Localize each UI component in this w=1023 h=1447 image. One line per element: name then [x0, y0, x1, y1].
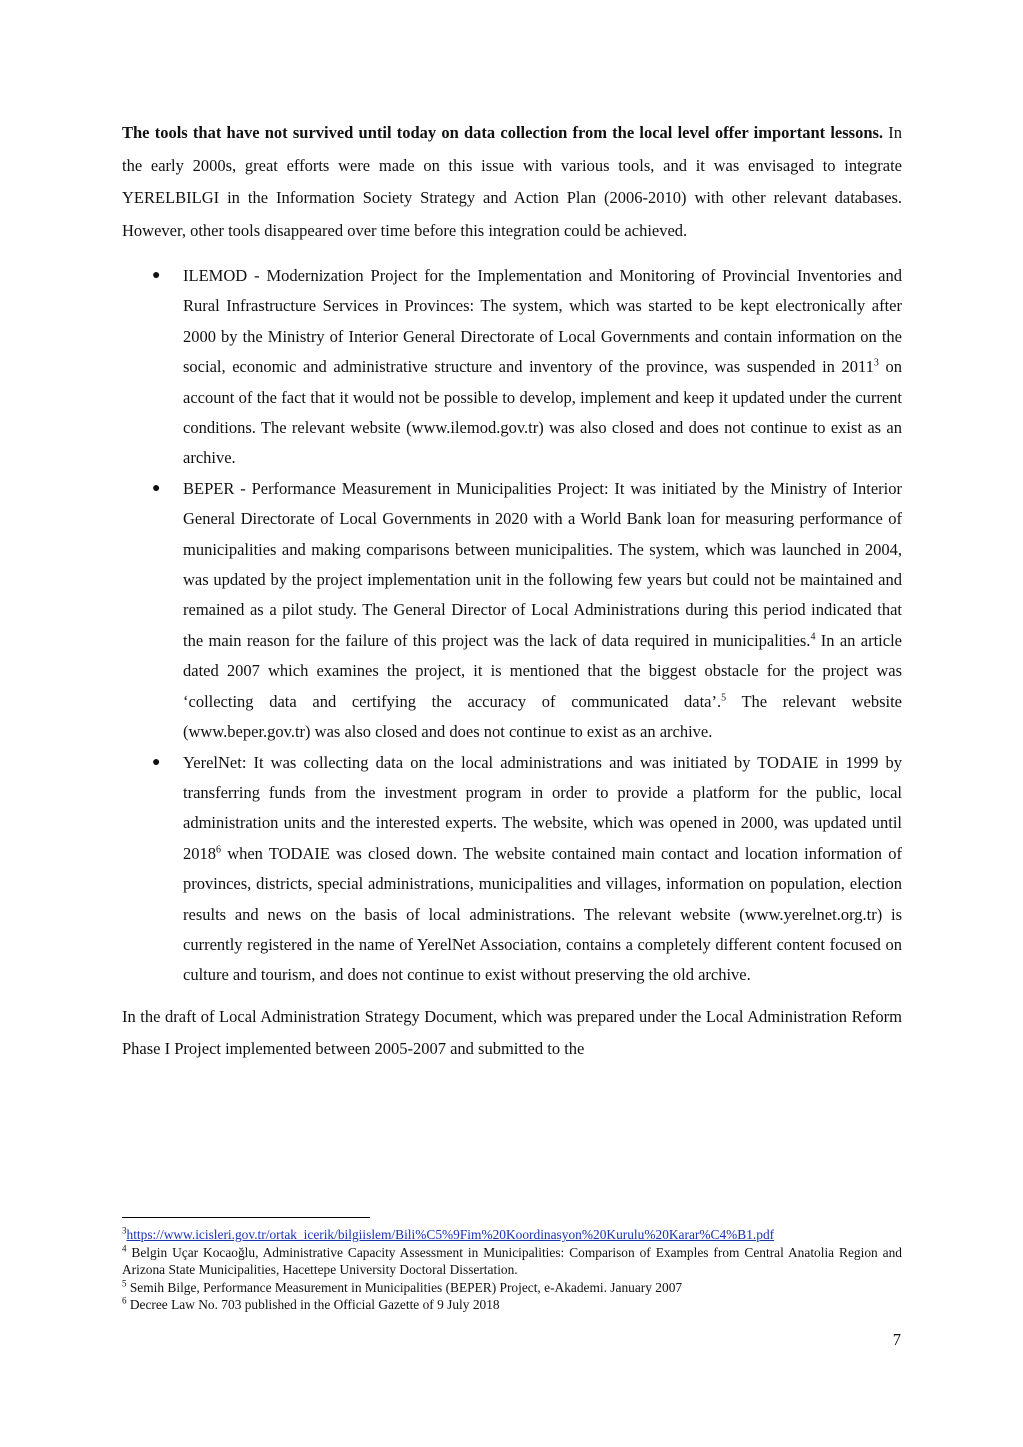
intro-text: In the early 2000s, great efforts were made on this issue with various tools, and it was envisaged to integrate YERELBILGI in the Information Society Strategy and Action Plan (2006-2010) with other relevant databases. However, other tools disappeared over time before this integration could be achieved.: [122, 123, 902, 240]
page-body: [122, 117, 902, 1066]
footnote-3: $^3$https://www.icisleri.gov.tr/ortak_icerik/bilgiislem/Bili%C5%9Fim%20Koordinasyon%20Kurulu%20Karar%C4%B1.pdf: [122, 1225, 775, 1242]
list-item-yerelnet: ● YerelNet: It was collecting data on the local administrations and was initiated by TODAIE in 1999 by transferring funds from the investment program in order to provide a platform for the public, local administration units and the interested experts. The website, which was opened in 2000, was updated until 2018$^6$ when TODAIE was closed down. The website contained main contact and location information of provinces, districts, special administrations, municipalities and villages, information on population, election results and news on the basis of local administrations. The relevant website (www.yerelnet.org.tr) is currently registered in the name of YerelNet Association, contains a completely different content focused on culture and tourism, and does not continue to exist without preserving the old archive.: [122, 748, 902, 991]
tools-list: [122, 261, 902, 991]
intro-bold-lead: The tools that have not survived until today on data collection from the local level offer important lessons.: [122, 123, 884, 142]
bullet-icon: ●: [152, 754, 161, 770]
footnote-ref: 4: [810, 631, 816, 643]
footnote-6: $^6$ Decree Law No. 703 published in the Official Gazette of 9 July 2018: [122, 1295, 500, 1312]
page-number: 7: [892, 1330, 901, 1349]
footnote-ref: 6: [216, 844, 221, 856]
list-item-ilemod: ● ILEMOD - Modernization Project for the Implementation and Monitoring of Provincial Inventories and Rural Infrastructure Services in Provinces: The system, which was started to be kept electronically after 2000 by the Ministry of Interior General Directorate of Local Governments and contain information on the social, economic and administrative structure and inventory of the province, was suspended in 2011$^3$ on account of the fact that it would not be possible to develop, implement and keep it updated under the current conditions. The relevant website (www.ilemod.gov.tr) was also closed and does not continue to exist as an archive.: [122, 261, 902, 474]
closing-paragraph: In the draft of Local Administration Strategy Document, which was prepared under the Local Administration Reform Phase I Project implemented between 2005-2007 and submitted to the: [122, 1006, 902, 1059]
footnote-4: $^4$ Belgin Uçar Kocaoğlu, Administrative Capacity Assessment in Municipalities: Comparison of Examples from Central Anatolia Region and Arizona State Municipalities, Hacettepe University Doctoral Dissertation.: [122, 1243, 902, 1277]
footnote-ref: 3: [873, 357, 879, 369]
bullet-icon: ●: [152, 268, 161, 283]
intro-paragraph: [122, 117, 902, 247]
footnote-ref: 5: [721, 692, 727, 704]
list-item-beper: ● BEPER - Performance Measurement in Municipalities Project: It was initiated by the Ministry of Interior General Directorate of Local Governments in 2020 with a World Bank loan for measuring performance of municipalities and making comparisons between municipalities. The system, which was launched in 2004, was updated by the project implementation unit in the following few years but could not be maintained and remained as a pilot study. The General Director of Local Administrations during this period indicated that the main reason for the failure of this project was the lack of data required in municipalities.$^4$ In an article dated 2007 which examines the project, it is mentioned that the biggest obstacle for the project was ‘collecting data and certifying the accuracy of communicated data’.$^5$ The relevant website (www.beper.gov.tr) was also closed and does not continue to exist as an archive.: [122, 474, 902, 748]
bullet-icon: ●: [152, 480, 161, 496]
footnote-link[interactable]: https://www.icisleri.gov.tr/ortak_icerik/bilgiislem/Bili%C5%9Fim%20Koordinasyon%20Kurulu%20Karar%C4%B1.pdf: [126, 1227, 775, 1242]
footnotes: [122, 1217, 902, 1314]
footnote-divider: [122, 1217, 370, 1218]
footnote-5: $^5$ Semih Bilge, Performance Measurement in Municipalities (BEPER) Project, e-Akademi. January 2007: [122, 1278, 683, 1295]
